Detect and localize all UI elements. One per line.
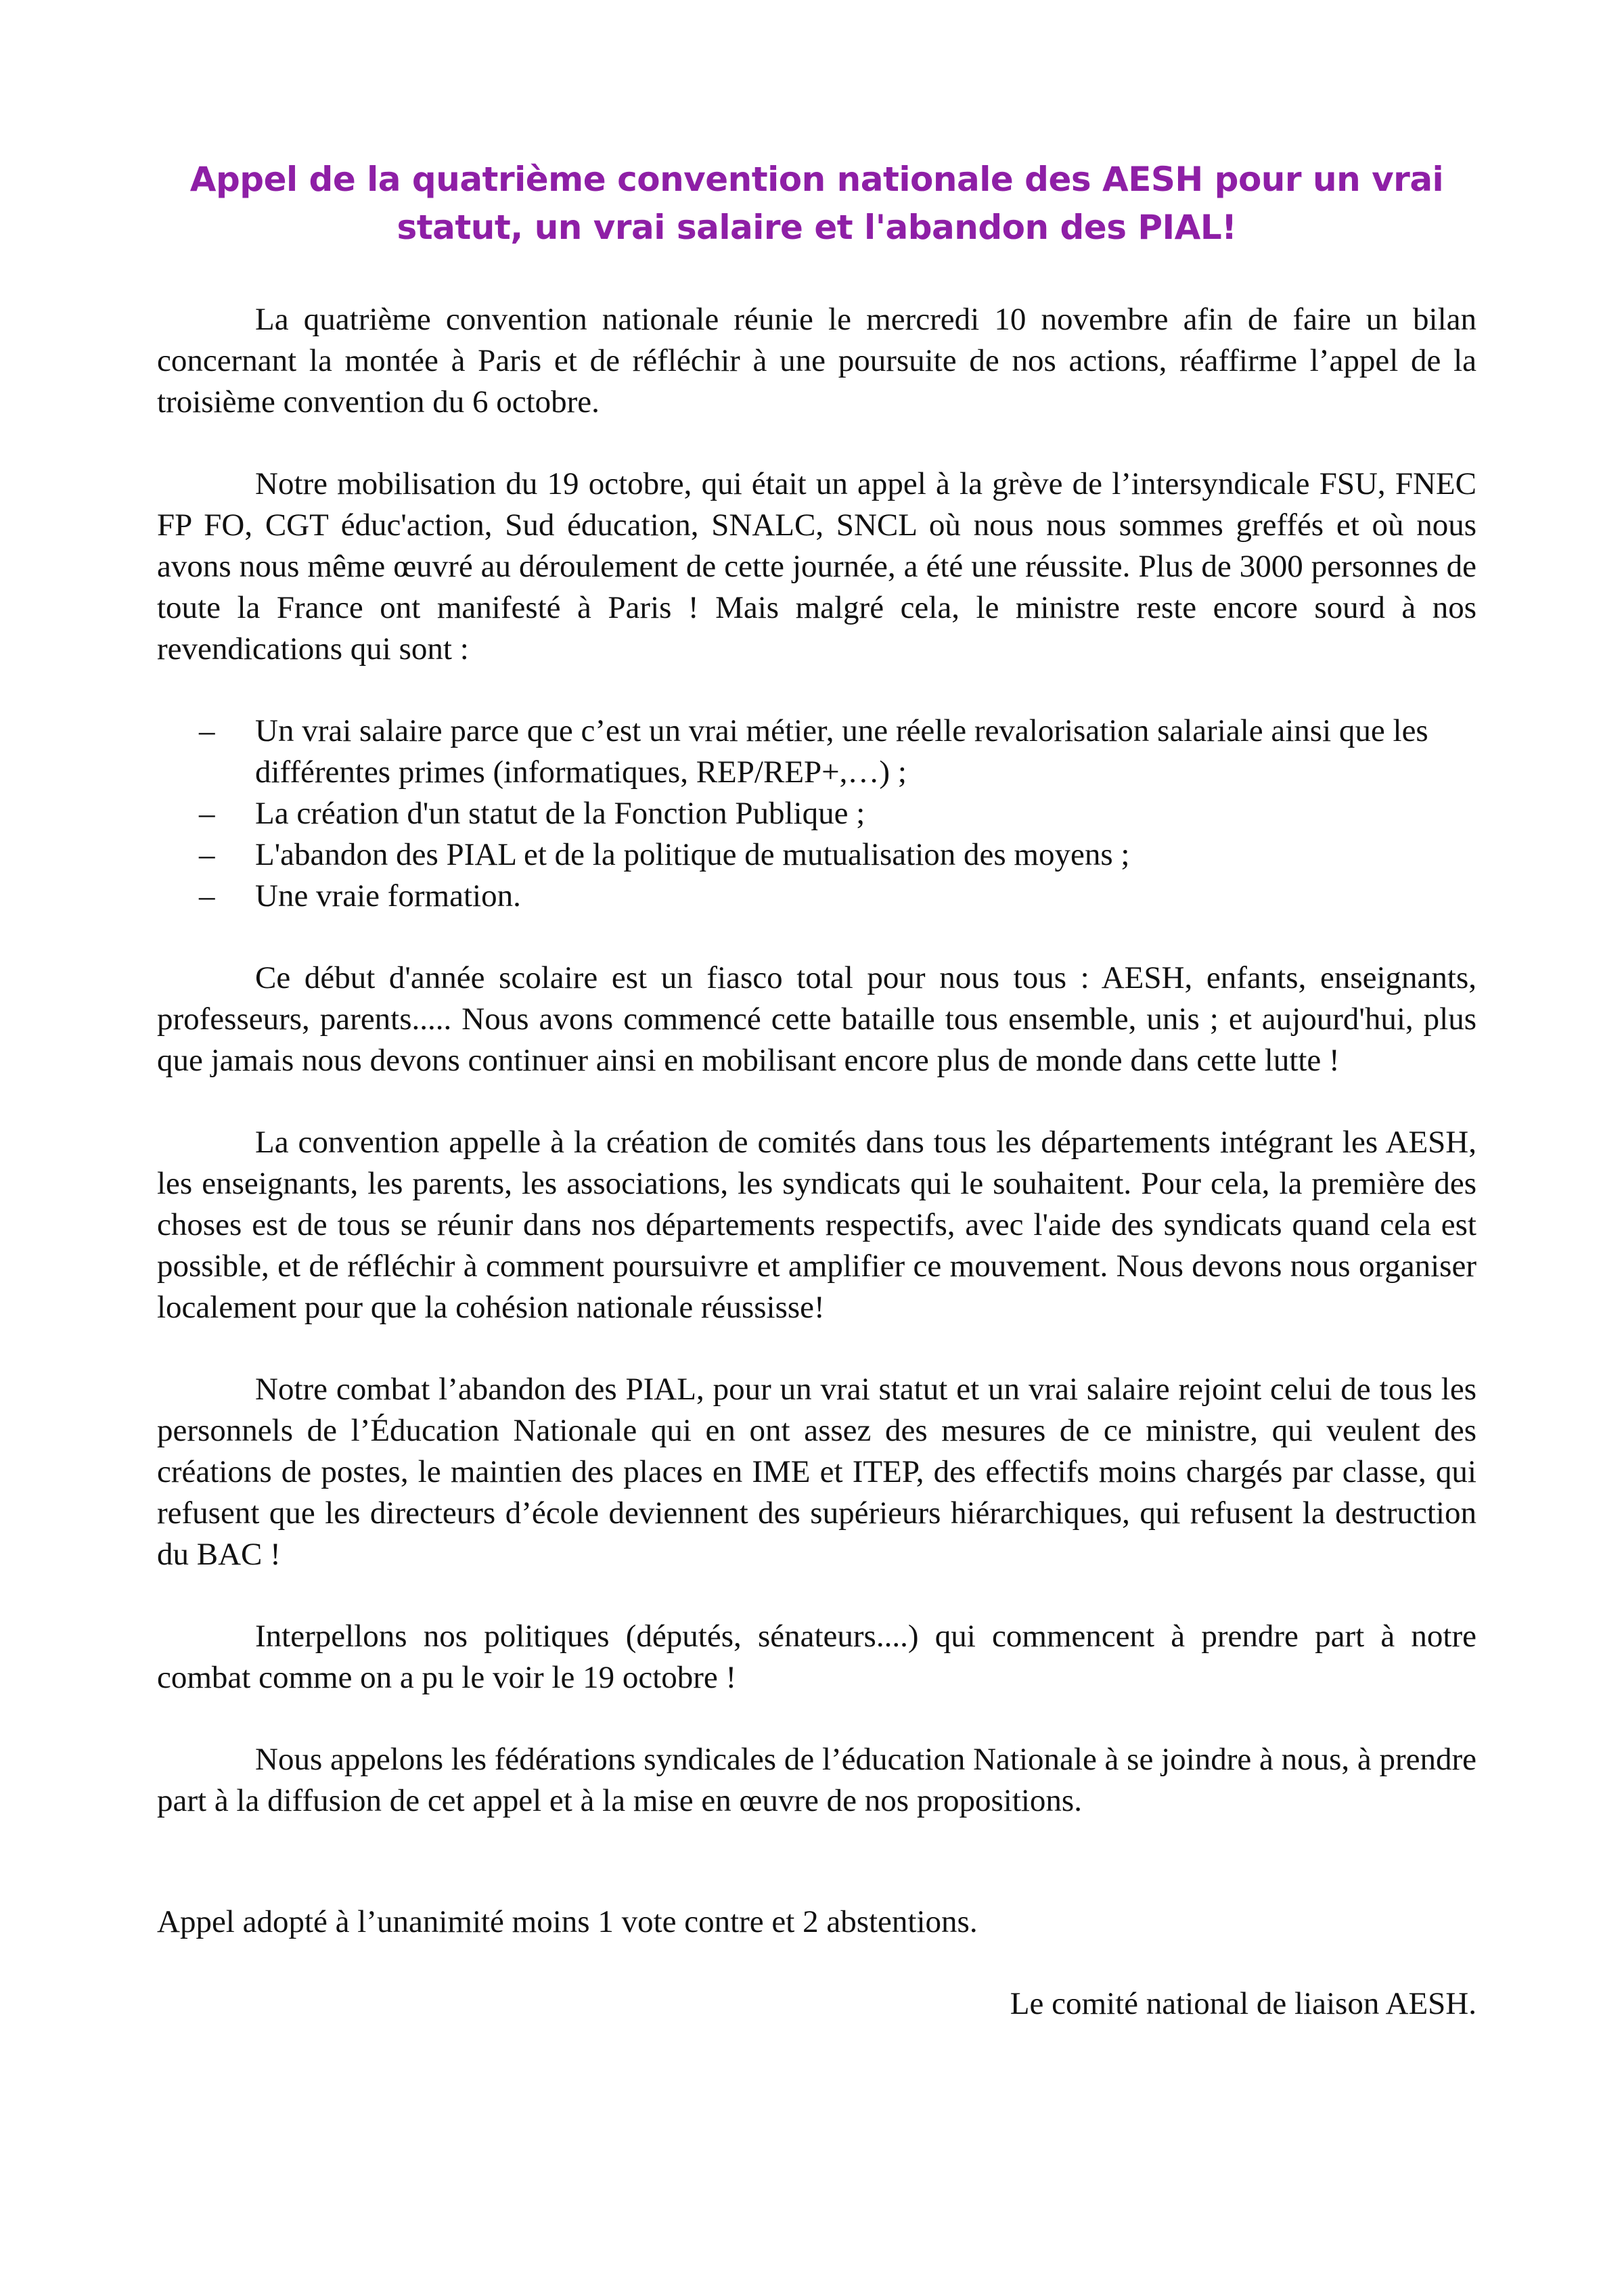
list-item	[157, 793, 1476, 834]
demand-text: L'abandon des PIAL et de la politique de mutualisation des moyens ;	[255, 837, 1130, 872]
paragraph-politiques: Interpellons nos politiques (députés, sénateurs....) qui commencent à prendre part à notre combat comme on a pu le voir le 19 octobre !	[157, 1619, 1476, 1695]
dash-bullet-icon: –	[199, 878, 215, 914]
demand-text: Un vrai salaire parce que c’est un vrai métier, une réelle revalorisation salariale ainsi que les différentes primes (informatiques, REP/REP+,…) ;	[255, 713, 1428, 790]
dash-bullet-icon: –	[199, 713, 215, 748]
paragraph-comites: La convention appelle à la création de comités dans tous les départements intégrant les AESH, les enseignants, les parents, les associations, les syndicats qui le souhaitent. Pour cela, la première des choses est de tous se réunir dans nos départements respectifs, avec l'aide des syndicats quand cela est possible, et de réfléchir à comment poursuivre et amplifier ce mouvement. Nous devons nous organiser localement pour que la cohésion nationale réussisse!	[157, 1125, 1476, 1325]
document-title: Appel de la quatrième convention nationale des AESH pour un vrai statut, un vrai salaire et l'abandon des PIAL!	[189, 160, 1444, 247]
paragraph-combat: Notre combat l’abandon des PIAL, pour un vrai statut et un vrai salaire rejoint celui de tous les personnels de l’Éducation Nationale qui en ont assez des mesures de ce ministre, qui veulent des créations de postes, le maintien des places en IME et ITEP, des effectifs moins chargés par classe, qui refusent que les directeurs d’école deviennent des supérieurs hiérarchiques, qui refusent la destruction du BAC !	[157, 1372, 1476, 1572]
demand-text: La création d'un statut de la Fonction Publique ;	[255, 796, 865, 831]
signature: Le comité national de liaison AESH.	[1010, 1986, 1476, 2021]
dash-bullet-icon: –	[199, 837, 215, 872]
demands-list	[157, 711, 1476, 917]
paragraph-convention: La quatrième convention nationale réunie le mercredi 10 novembre afin de faire un bilan concernant la montée à Paris et de réfléchir à une poursuite de nos actions, réaffirme l’appel de la troisième convention du 6 octobre.	[157, 302, 1476, 420]
paragraph-fiasco: Ce début d'année scolaire est un fiasco total pour nous tous : AESH, enfants, enseignants, professeurs, parents..... Nous avons commencé cette bataille tous ensemble, unis ; et aujourd'hui, plus que jamais nous devons continuer ainsi en mobilisant encore plus de monde dans cette lutte !	[157, 960, 1476, 1078]
dash-bullet-icon: –	[199, 796, 215, 831]
list-item	[157, 834, 1476, 876]
list-item	[157, 876, 1476, 917]
list-item	[157, 711, 1476, 793]
demand-text: Une vraie formation.	[255, 878, 521, 914]
paragraph-federations: Nous appelons les fédérations syndicales de l’éducation Nationale à se joindre à nous, à prendre part à la diffusion de cet appel et à la mise en œuvre de nos propositions.	[157, 1742, 1476, 1818]
paragraph-mobilisation: Notre mobilisation du 19 octobre, qui était un appel à la grève de l’intersyndicale FSU, FNEC FP FO, CGT éduc'action, Sud éducation, SNALC, SNCL où nous nous sommes greffés et où nous avons nous même œuvré au déroulement de cette journée, a été une réussite. Plus de 3000 personnes de toute la France ont manifesté à Paris ! Mais malgré cela, le ministre reste encore sourd à nos revendications qui sont :	[157, 466, 1476, 667]
adoption-note: Appel adopté à l’unanimité moins 1 vote contre et 2 abstentions.	[157, 1904, 978, 1939]
document-page	[157, 156, 1476, 2056]
